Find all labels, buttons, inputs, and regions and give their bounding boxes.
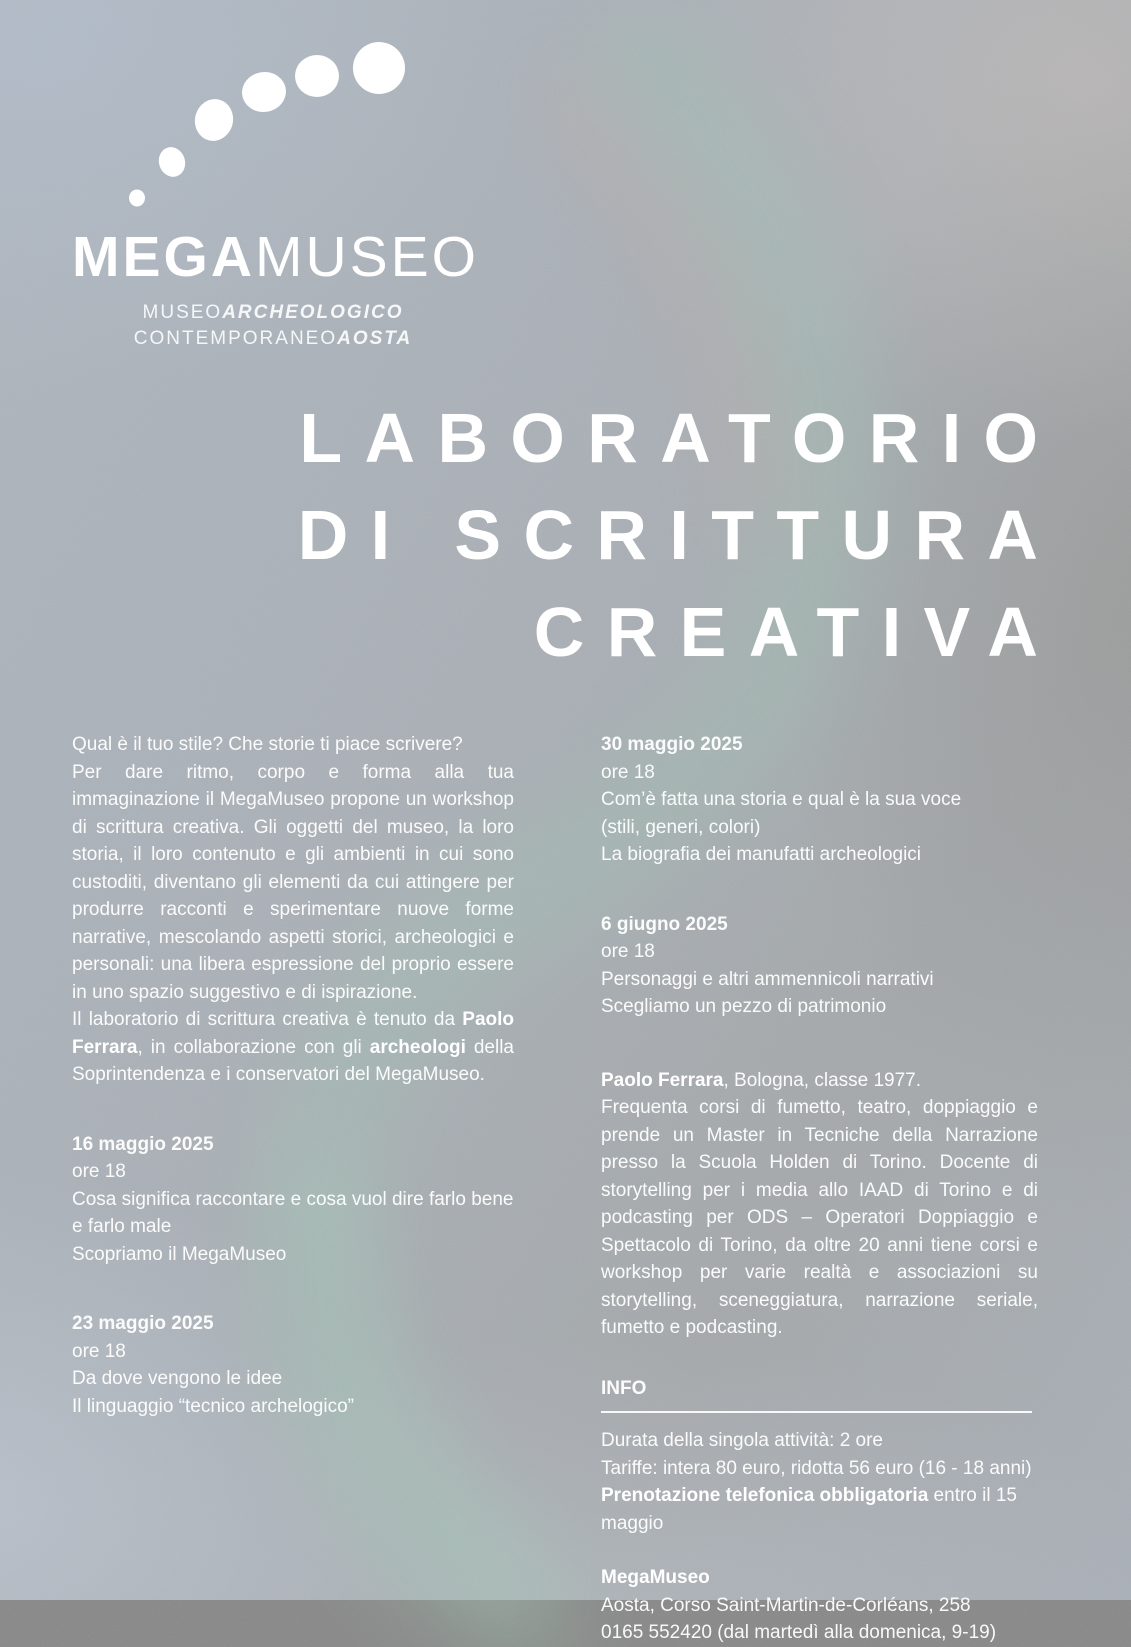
event-block-16-maggio [72, 1131, 514, 1269]
info-price-line: Tariffe: intera 80 euro, ridotta 56 euro (16 - 18 anni) [601, 1457, 1032, 1479]
event-description-line: Com’è fatta una storia e qual è la sua voce [601, 789, 962, 810]
event-description-line: Da dove vengono le idee [72, 1368, 283, 1389]
event-time: ore 18 [72, 1340, 126, 1362]
event-description-line: Scopriamo il MegaMuseo [72, 1243, 287, 1265]
event-block-23-maggio [72, 1310, 514, 1420]
info-duration-line: Durata della singola attività: 2 ore [601, 1430, 883, 1451]
intro-line: Qual è il tuo stile? Che storie ti piace scrivere? [72, 734, 463, 755]
event-time: ore 18 [601, 761, 655, 783]
tutor-name: Paolo Ferrara [72, 1009, 514, 1058]
contact-block [601, 1564, 1038, 1647]
subtitle-bold: ARCHEOLOGICO [222, 302, 404, 323]
subtitle-regular: MUSEO [142, 302, 223, 323]
event-date: 23 maggio 2025 [72, 1313, 214, 1334]
title-line-2: DI SCRITTURA [297, 496, 1061, 574]
bio-section [601, 1067, 1038, 1342]
text-segment: della Soprintendenza e i conservatori del MegaMuseo. [72, 1036, 514, 1085]
booking-bold: Prenotazione telefonica obbligatoria [601, 1485, 929, 1506]
archeologists-bold: archeologi [369, 1036, 466, 1058]
contact-address: Aosta, Corso Saint-Martin-de-Corléans, 258 [601, 1594, 971, 1616]
bio-paragraph: Frequenta corsi di fumetto, teatro, doppiaggio e prende un Master in Tecniche della Narrazione presso la Scuola Holden di Torino. Docente di storytelling per i media allo IAAD di Torino e di podcasting per ODS – Operatori Doppiaggio e Spettacolo di Torino, da oltre 20 anni tiene corsi e workshop per varie realtà e associazioni su storytelling, sceneggiatura, narrazione seriale, fumetto e podcasting. [601, 1097, 1038, 1338]
event-description-line: Scegliamo un pezzo di patrimonio [601, 996, 887, 1017]
poster-title [60, 390, 1061, 681]
subtitle-bold: AOSTA [337, 328, 413, 349]
contact-name: MegaMuseo [601, 1567, 710, 1588]
event-description-line: Cosa significa raccontare e cosa vuol dire farlo bene e farlo male [72, 1188, 514, 1237]
event-date: 16 maggio 2025 [72, 1133, 214, 1155]
event-description-line: La biografia dei manufatti archeologici [601, 844, 922, 865]
brand-name [72, 225, 480, 289]
bio-name-line [601, 1067, 1038, 1095]
event-date: 30 maggio 2025 [601, 734, 743, 755]
event-block-6-giugno [601, 911, 1038, 1021]
pebble-dots-icon [114, 40, 444, 210]
info-heading: INFO [601, 1377, 647, 1399]
title-line-3: CREATIVA [533, 593, 1061, 671]
museum-logo [72, 40, 480, 352]
brand-subtitle-line2 [72, 326, 474, 352]
title-line-1: LABORATORIO [299, 399, 1061, 477]
contact-phone: 0165 552420 (dal martedì alla domenica, 9-19) [601, 1622, 997, 1643]
event-time: ore 18 [601, 941, 655, 962]
text-segment: entro il 15 maggio [601, 1485, 1018, 1534]
text-segment: , in collaborazione con gli [137, 1036, 370, 1058]
brand-light-text: MUSEO [255, 225, 480, 289]
text-segment: Il laboratorio di scrittura creativa è tenuto da [72, 1009, 463, 1030]
event-date: 6 giugno 2025 [601, 913, 728, 935]
info-divider [601, 1411, 1032, 1413]
event-description-line: Personaggi e altri ammennicoli narrativi [601, 968, 934, 990]
bio-name: Paolo Ferrara [601, 1069, 724, 1091]
info-booking-line [601, 1482, 1038, 1537]
intro-paragraph: Per dare ritmo, corpo e forma alla tua immaginazione il MegaMuseo propone un workshop di scrittura creativa. Gli oggetti del museo, la loro storia, il loro contenuto e gli ambienti in cui sono custoditi, diventano gli elementi da cui attingere per produrre racconti e sperimentare nuove forme narrative, mescolando aspetti storici, archeologici e personali: una libera espressione del proprio essere in uno spazio suggestivo e di ispirazione. [72, 761, 514, 1003]
brand-subtitle-line1 [72, 300, 474, 326]
column-left [72, 731, 514, 1420]
brand-bold-text: MEGA [72, 225, 255, 289]
event-description-line: Il linguaggio “tecnico archelogico” [72, 1395, 354, 1417]
info-section [601, 1375, 1038, 1538]
subtitle-regular: CONTEMPORANEO [133, 328, 338, 349]
intro-paragraph-credits [72, 1006, 514, 1089]
column-right [601, 731, 1038, 1647]
event-time: ore 18 [72, 1161, 126, 1182]
text-segment: , Bologna, classe 1977. [723, 1069, 922, 1091]
event-block-30-maggio [601, 731, 1038, 869]
event-description-line: (stili, generi, colori) [601, 816, 761, 838]
